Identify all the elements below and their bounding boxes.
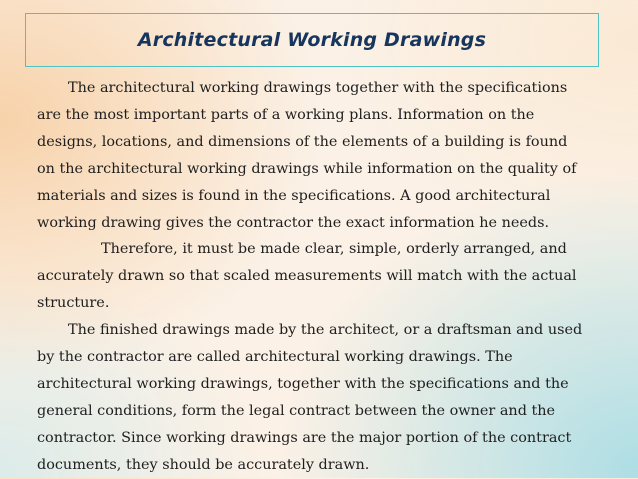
text-line: contractor. Since working drawings are the major portion of the contract (37, 429, 572, 446)
text-line: documents, they should be accurately drawn. (37, 456, 370, 473)
text-line: architectural working drawings, together with the specifications and the (37, 375, 569, 392)
text-line: designs, locations, and dimensions of the elements of a building is found (37, 133, 568, 150)
text-line: are the most important parts of a working plans. Information on the (37, 106, 535, 123)
text-line: on the architectural working drawings while information on the quality of (37, 160, 577, 177)
text-line: working drawing gives the contractor the exact information he needs. (37, 214, 550, 231)
text-line: by the contractor are called architectural working drawings. The (37, 349, 513, 366)
text-line: structure. (37, 295, 110, 312)
text-line: Therefore, it must be made clear, simple, orderly arranged, and (101, 241, 567, 258)
body-text (37, 75, 597, 479)
slide-title: Architectural Working Drawings (137, 29, 487, 51)
text-line: The architectural working drawings together with the specifications (68, 80, 568, 96)
title-box (25, 13, 599, 67)
text-line: The finished drawings made by the architect, or a draftsman and used (68, 322, 583, 339)
text-line: general conditions, form the legal contract between the owner and the (37, 402, 556, 419)
text-line: accurately drawn so that scaled measurements will match with the actual (37, 268, 577, 285)
text-line: materials and sizes is found in the specifications. A good architectural (37, 187, 551, 204)
